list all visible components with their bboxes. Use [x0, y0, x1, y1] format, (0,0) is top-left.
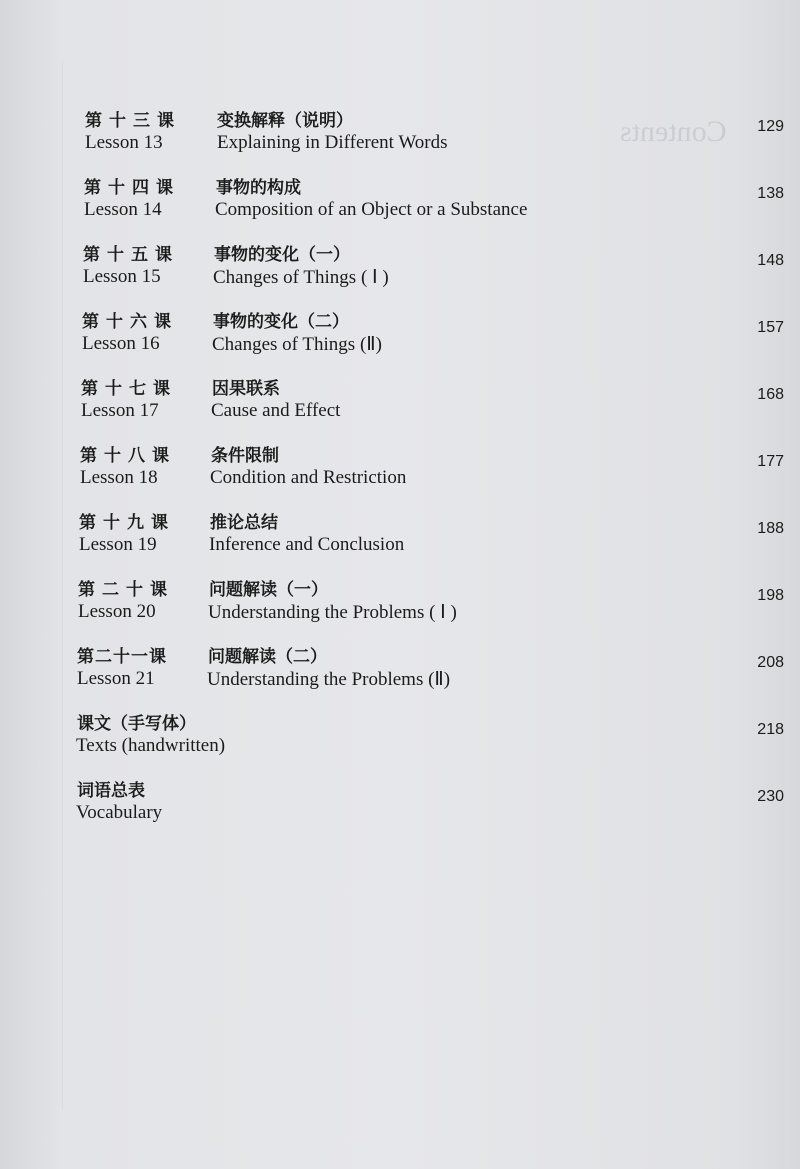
bleed-through-text: Contents: [620, 115, 727, 148]
toc-entry: [0, 709, 800, 765]
toc-page-number: 208: [757, 654, 784, 671]
toc-page-number: 138: [757, 185, 784, 202]
toc-title-en: Understanding the Problems ( Ⅰ ): [208, 602, 457, 623]
toc-lesson-number-en: Lesson 21: [77, 668, 155, 689]
toc-entry: [0, 508, 800, 564]
toc-title-en: Composition of an Object or a Substance: [215, 199, 528, 220]
toc-title-cn: 问题解读（一）: [209, 580, 328, 600]
toc-entry: [0, 240, 800, 296]
toc-title-en: Changes of Things ( Ⅰ ): [213, 267, 389, 288]
toc-page-number: 177: [757, 453, 784, 470]
toc-title-en: Explaining in Different Words: [217, 132, 448, 153]
toc-page-number: 168: [757, 386, 784, 403]
toc-page-number: 230: [757, 788, 784, 805]
toc-lesson-number-cn: 第十三课: [85, 111, 181, 131]
toc-lesson-number-en: Lesson 13: [85, 132, 163, 153]
toc-title-en: Understanding the Problems (Ⅱ): [207, 669, 451, 690]
toc-title-cn: 推论总结: [210, 513, 278, 533]
toc-title-cn: 事物的构成: [216, 178, 301, 198]
toc-title-en: Condition and Restriction: [210, 467, 407, 488]
toc-lesson-number-cn: 第十四课: [84, 178, 180, 198]
toc-title-cn: 事物的变化（一）: [214, 245, 350, 265]
toc-page-number: 157: [757, 319, 784, 336]
toc-lesson-number-en: Lesson 16: [82, 333, 160, 354]
toc-page-number: 148: [757, 252, 784, 269]
toc-lesson-number-en: Lesson 20: [78, 601, 156, 622]
toc-entry: [0, 642, 800, 698]
toc-entry: [0, 575, 800, 631]
toc-lesson-number-cn: 第十七课: [81, 379, 177, 399]
toc-lesson-number-en: Lesson 15: [83, 266, 161, 287]
toc-lesson-number-en: Lesson 17: [81, 400, 159, 421]
toc-lesson-number-en: Lesson 14: [84, 199, 162, 220]
toc-title-cn: 条件限制: [211, 446, 279, 466]
toc-entry: [0, 173, 800, 229]
toc-page-number: 129: [757, 118, 784, 135]
toc-lesson-number-cn: 第十九课: [79, 513, 175, 533]
toc-page-number: 188: [757, 520, 784, 537]
toc-title-en: Vocabulary: [76, 802, 163, 823]
toc-lesson-number-cn: 第二十课: [78, 580, 174, 600]
toc-lesson-number-cn: 第十八课: [80, 446, 176, 466]
toc-entry: [0, 307, 800, 363]
toc-lesson-number-cn: 第十五课: [83, 245, 179, 265]
toc-lesson-number-en: Lesson 18: [80, 467, 158, 488]
toc-title-en: Cause and Effect: [211, 400, 341, 421]
toc-entry: [0, 776, 800, 832]
toc-title-en: Texts (handwritten): [76, 735, 226, 756]
toc-title-cn: 因果联系: [212, 379, 280, 399]
toc-lesson-number-en: Lesson 19: [79, 534, 157, 555]
toc-title-cn: 问题解读（二）: [208, 647, 327, 667]
toc-title-cn: 词语总表: [77, 781, 145, 801]
toc-entry: [0, 106, 800, 162]
toc-page-number: 218: [757, 721, 784, 738]
toc-title-en: Inference and Conclusion: [209, 534, 405, 555]
toc-entry: [0, 441, 800, 497]
toc-title-cn: 课文（手写体）: [77, 714, 196, 734]
toc-lesson-number-cn: 第十六课: [82, 312, 178, 332]
toc-title-cn: 变换解释（说明）: [217, 111, 353, 131]
toc-title-en: Changes of Things (Ⅱ): [212, 334, 382, 355]
toc-lesson-number-cn: 第二十一课: [77, 647, 167, 667]
toc-page-number: 198: [757, 587, 784, 604]
toc-title-cn: 事物的变化（二）: [213, 312, 349, 332]
toc-entry: [0, 374, 800, 430]
